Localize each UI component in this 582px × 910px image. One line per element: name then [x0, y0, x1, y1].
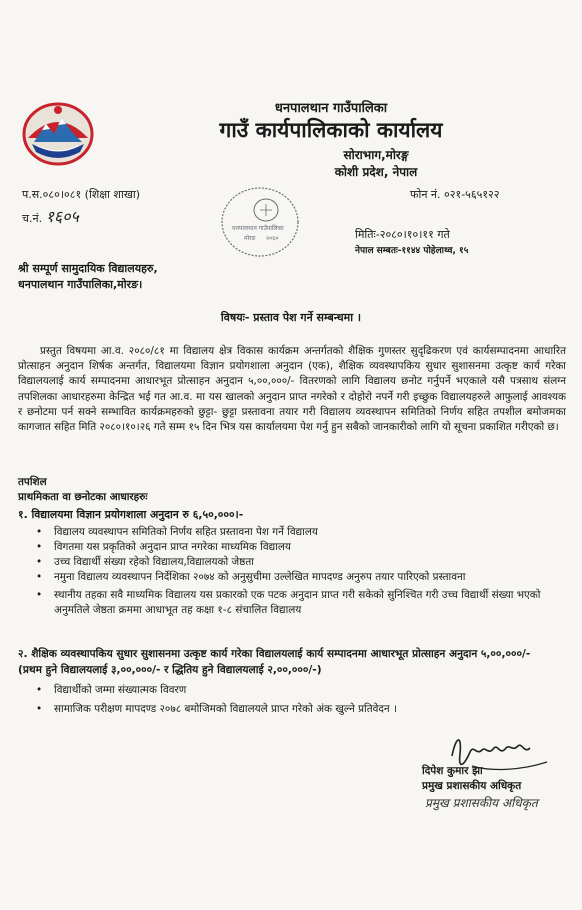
seal-text-2: मोरङ [244, 235, 256, 242]
recipient-line-2: धनपालथान गाउँपालिका,मोरङ। [18, 278, 143, 291]
signatory-title: प्रमुख प्रशासकीय अधिकृत [422, 780, 522, 792]
list-item: • विगतमा यस प्रकृतिको अनुदान प्राप्त नगरेका माध्यमिक विद्यालय [36, 541, 291, 553]
list-item: • उच्च विद्यार्थी संख्या रहेको विद्यालय,विद्यालयको जेष्ठता [36, 556, 254, 568]
signatory-name: दिपेश कुमार झा [422, 765, 483, 777]
office-address: सोराभाग,मोरङ्ग [343, 148, 409, 162]
seal-text-3: २०६० [266, 235, 279, 242]
list-item-text: नमुना विद्यालय व्यवस्थापन निर्देशिका २०७४ को अनुसुचीमा उल्लेखित मापदण्ड अनुरुप तयार पारिएको प्रस्तावना [54, 571, 466, 583]
body-paragraph: प्रस्तुत विषयमा आ.व. २०८०/८१ मा विद्यालय क्षेत्र विकास कार्यक्रम अन्तर्गतको शैक्षिक गुणस्तर सुदृढिकरण एवं कार्यसम्पादनमा आधारित प्रोत्साहन अनुदान शिर्षक अन्तर्गत, विद्यालयमा विज्ञान प्रयोगशाला अनुदान (एक), शैक्षिक व्यवस्थापकिय सुधार सुशासनमा उत्कृष्ट कार्य गरेका विद्यालयलाई कार्य सम्पादनमा आधारभूत प्रोत्साहन अनुदान ५,००,०००/- वितरणको लागि विद्यालय छनोट गर्नुपर्ने भएकाले यसै पत्रसाथ संलग्न तपशिलका आधारहरुमा केन्द्रित भई गत आ.व. मा यस खालको अनुदान प्राप्त नगरेको र दोहोरो नपर्ने गरी इच्छुक विद्यालयहरुले आफुलाई आवश्यक र छनोटमा पर्न सक्ने सम्भावित कार्यक्रमहरुको छुट्टा- छुट्टा प्रस्तावना तयार गरी विद्यालय व्यवस्थापन समितिको निर्णय सहित तपशील बमोजमका कागजात सहित मिति २०८०।१०।२६ गते सम्म १५ दिन भित्र यस कार्यालयमा पेश गर्नु हुन सबैको जानकारीको लागि यो सूचना प्रकाशित गरीएको छ। [18, 345, 566, 434]
section-1-title: १. विद्यालयमा विज्ञान प्रयोगशाला अनुदान रु ६,५०,०००।- [18, 508, 244, 521]
section-2-list [36, 683, 556, 717]
list-item: • विद्यार्थीको जम्मा संख्यात्मक विवरण [36, 684, 187, 696]
list-item-text: विगतमा यस प्रकृतिको अनुदान प्राप्त नगरेका माध्यमिक विद्यालय [54, 541, 291, 553]
list-item-text: विद्यार्थीको जम्मा संख्यात्मक विवरण [54, 684, 187, 696]
list-item-text: उच्च विद्यार्थी संख्या रहेको विद्यालय,विद्यालयको जेष्ठता [54, 556, 254, 568]
seal-text-1: धनपालथान गाउँपालिका [232, 225, 284, 232]
list-item: • सामाजिक परीक्षण मापदण्ड २०७८ बमोजिमको विद्यालयले प्राप्त गरेको अंक खुल्ने प्रतिवेदन । [36, 703, 397, 715]
signatory-stamp-title: प्रमुख प्रशासकीय अधिकृत [425, 796, 538, 810]
office-title: गाउँ कार्यपालिकाको कार्यालय [219, 118, 443, 142]
chalani-number [22, 205, 79, 227]
recipient-line-1: श्री सम्पूर्ण सामुदायिक विद्यालयहरु, [18, 262, 158, 275]
list-item-text: विद्यालय व्यवस्थापन समितिको निर्णय सहित प्रस्तावना पेश गर्ने विद्यालय [54, 526, 318, 538]
chalani-number-handwritten: १६०५ [45, 207, 79, 226]
municipality-name: धनपालथान गाउँपालिका [274, 101, 388, 116]
criteria-heading: प्राथमिकता वा छनोटका आधारहरुः [18, 491, 148, 503]
list-item: • विद्यालय व्यवस्थापन समितिको निर्णय सहित प्रस्तावना पेश गर्ने विद्यालय [36, 526, 318, 538]
phone-number: फोन नं. ०२१-५६५१२२ [410, 188, 500, 201]
tapasil-heading: तपशिल [18, 476, 47, 488]
letter-subject: विषयः- प्रस्ताव पेश गर्ने सम्बन्धमा । [220, 311, 362, 324]
list-item: • नमुना विद्यालय व्यवस्थापन निर्देशिका २०७४ को अनुसुचीमा उल्लेखित मापदण्ड अनुरुप तयार पारिएको प्रस्तावना [36, 571, 466, 583]
patra-sankhya: प.स.०८०।०८१ (शिक्षा शाखा) [22, 188, 140, 201]
letter-date: मितिः-२०८०।१०।११ गते [355, 228, 450, 241]
nepal-sambat: नेपाल सम्बतः-११४४ पोहेलाथ्व, १५ [355, 246, 469, 256]
list-item: • स्थानीय तहका सवै माध्यमिक विद्यालय यस प्रकारको एक पटक अनुदान प्राप्त गरी सकेको सुनिश्चित गरी उच्च विद्यार्थी संख्या भएको अनुमतिले जेष्ठता क्रममा आधाभूत तह कक्षा १-८ संचालित विद्यालय [36, 589, 541, 616]
office-seal-icon [218, 184, 302, 260]
section-2-title: २. शैक्षिक व्यवस्थापकिय सुधार सुशासनमा उत्कृष्ट कार्य गरेका विद्यालयलाई कार्य सम्पादनमा आधारभूत प्रोत्साहन अनुदान ५,००,०००/- (प्रथम हुने विद्यालयलाई ३,००,०००/- र द्धितिय हुने विद्यालयलाई २,००,०००/-) [18, 648, 531, 676]
list-item-text: सामाजिक परीक्षण मापदण्ड २०७८ बमोजिमको विद्यालयले प्राप्त गरेको अंक खुल्ने प्रतिवेदन । [54, 703, 397, 715]
chalani-label: च.नं. [22, 212, 43, 225]
office-province: कोशी प्रदेश, नेपाल [334, 165, 418, 179]
section-1-list [36, 525, 556, 618]
list-item-text: स्थानीय तहका सवै माध्यमिक विद्यालय यस प्रकारको एक पटक अनुदान प्राप्त गरी सकेको सुनिश्चित गरी उच्च विद्यार्थी संख्या भएको अनुमतिले जेष्ठता क्रममा आधाभूत तह कक्षा १-८ संचालित विद्यालय [54, 589, 541, 616]
